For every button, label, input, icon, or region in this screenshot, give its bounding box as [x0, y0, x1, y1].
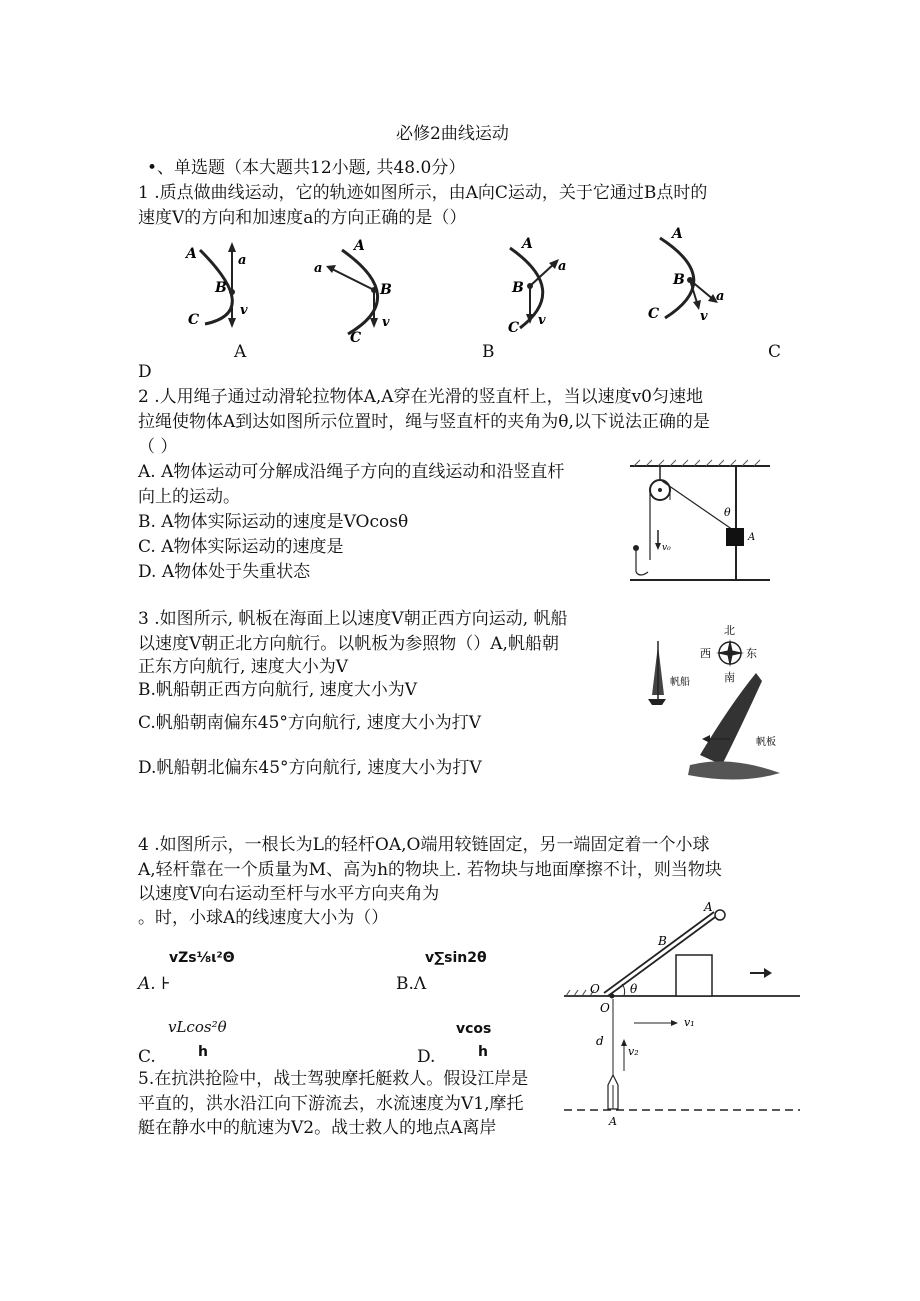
label-theta: θ: [724, 506, 731, 519]
label-C: C: [350, 330, 362, 346]
label-B: B: [673, 272, 685, 288]
label-C: C: [188, 312, 200, 328]
q5-line1: 5.在抗洪抢险中，战士驾驶摩托艇救人。假设江岸是: [138, 1069, 529, 1089]
q4-option-d: D.: [417, 1047, 436, 1067]
q4-line2: A,轻杆靠在一个质量为M、高为h的物块上. 若物块与地面摩擦不计，则当物块: [138, 860, 722, 880]
q2-option-c: C. A物体实际运动的速度是: [138, 537, 344, 557]
label-theta: θ: [630, 982, 638, 996]
q1-fig-b: [314, 238, 392, 346]
q1-fig-a: [184, 242, 248, 328]
board-label: 帆板: [756, 737, 776, 748]
label-B: B: [658, 934, 667, 948]
b-point: [687, 277, 693, 283]
q2-line3: （ ）: [138, 437, 178, 457]
q1-fig-c: [508, 236, 566, 336]
q4-c-h: h: [198, 1044, 208, 1060]
label-C: C: [648, 306, 660, 322]
label-B: B: [380, 282, 392, 298]
q4-b-formula: v∑sin2θ: [425, 950, 487, 966]
q3-line1: 3 .如图所示, 帆板在海面上以速度V朝正西方向运动, 帆船: [138, 609, 568, 629]
label-B: B: [215, 280, 227, 296]
label-a: a: [314, 261, 323, 276]
compass-west: 西: [700, 647, 711, 660]
label-A: A: [354, 238, 365, 254]
point-o: [610, 994, 615, 999]
q5-line3: 艇在静水中的航速为V2。战士救人的地点A离岸: [138, 1118, 497, 1138]
q2-figure: [628, 460, 788, 590]
compass-north: 北: [724, 624, 735, 637]
ball-a: [715, 910, 725, 920]
q1-fig-d: [648, 226, 724, 324]
q4-a-formula: vZs⅛ι²Θ: [169, 950, 235, 966]
q4-line4: 。时，小球A的线速度大小为（）: [138, 908, 389, 928]
q3-line2: 以速度V朝正北方向航行。以帆板为参照物（）A,帆船朝: [138, 634, 559, 654]
q4-c-formula: vLcos²θ: [168, 1018, 227, 1036]
block: [676, 955, 712, 996]
q3-line3: 正东方向航行, 速度大小为V: [138, 657, 349, 677]
q3-option-c: C.帆船朝南偏东45°方向航行, 速度大小为打V: [138, 713, 482, 733]
q4-line3: 以速度V向右运动至杆与水平方向夹角为: [138, 884, 440, 904]
q3-option-d: D.帆船朝北偏东45°方向航行, 速度大小为打V: [138, 758, 482, 778]
q2-option-d: D. A物体处于失重状态: [138, 562, 311, 582]
label-A: A: [672, 226, 683, 242]
boat-label: 帆船: [670, 677, 690, 688]
v-arrow-head: [228, 318, 236, 328]
block-a: [726, 528, 744, 546]
label-d: d: [596, 1034, 604, 1048]
label-O-river: O: [600, 1001, 610, 1015]
label-O: O: [590, 982, 600, 996]
a-arrow-head: [228, 242, 236, 252]
page-title: 必修2曲线运动: [396, 124, 509, 144]
q1-line1: 1 .质点做曲线运动，它的轨迹如图所示，由A向C运动，关于它通过B点时的: [138, 183, 708, 203]
q1-figure: [0, 228, 920, 378]
q2-option-a-line2: 向上的运动。: [138, 487, 240, 507]
compass-south: 南: [724, 671, 735, 684]
label-a: a: [238, 253, 247, 268]
label-A: A: [748, 532, 756, 543]
sailboat: [648, 641, 690, 705]
label-A: A: [522, 236, 533, 252]
label-a: a: [716, 289, 725, 304]
q1-option-d: D: [138, 362, 152, 382]
label-A: A: [704, 900, 713, 914]
label-v0: v₀: [662, 543, 671, 553]
q3-figure: [630, 615, 810, 785]
label-v1: v₁: [684, 1016, 695, 1029]
v-arrow-head: [370, 318, 378, 328]
q4-d-formula: vcos: [456, 1021, 492, 1037]
compass: [700, 624, 757, 684]
label-C: C: [508, 320, 520, 336]
label-v: v: [382, 315, 390, 330]
label-B: B: [512, 280, 524, 296]
q1-option-c: C: [768, 342, 782, 362]
label-A: A: [186, 246, 197, 262]
label-A-river: A: [609, 1115, 617, 1128]
q1-option-b: B: [482, 342, 495, 362]
q2-option-b: B. A物体实际运动的速度是VOcosθ: [138, 512, 409, 532]
b-point: [371, 287, 377, 293]
q1-option-a: A: [234, 342, 247, 362]
label-v: v: [700, 309, 708, 324]
q5-line2: 平直的，洪水沿江向下游流去，水流速度为V1,摩托: [138, 1094, 524, 1114]
compass-east: 东: [746, 647, 757, 660]
q4-option-a: A. ⊦: [138, 974, 171, 994]
q2-line1: 2 .人用绳子通过动滑轮拉物体A,A穿在光滑的竖直杆上，当以速度v0匀速地: [138, 387, 703, 407]
q1-line2: 速度V的方向和加速度a的方向正确的是（）: [138, 208, 467, 228]
q3-option-b: B.帆船朝正西方向航行, 速度大小为V: [138, 680, 417, 700]
q2-option-a-line1: A. A物体运动可分解成沿绳子方向的直线运动和沿竖直杆: [138, 462, 565, 482]
windsurf-board: [688, 673, 780, 780]
label-v: v: [240, 303, 248, 318]
b-point: [527, 283, 533, 289]
section-heading: •、单选题（本大题共12小题, 共48.0分）: [147, 158, 466, 178]
q4-option-c: C.: [138, 1047, 156, 1067]
q2-line2: 拉绳使物体A到达如图所示位置时，绳与竖直杆的夹角为θ,以下说法正确的是: [138, 412, 710, 432]
q4-line1: 4 .如图所示，一根长为L的轻杆OA,O端用较链固定，另一端固定着一个小球: [138, 835, 710, 855]
label-v2: v₂: [628, 1045, 639, 1058]
b-point: [229, 289, 235, 295]
a-arrow-head: [326, 265, 336, 273]
q4-option-b: B.Λ: [396, 974, 427, 994]
q4-q5-figure: [560, 895, 810, 1135]
q4-d-h: h: [478, 1044, 488, 1060]
label-a: a: [558, 259, 567, 274]
label-v: v: [538, 313, 546, 328]
